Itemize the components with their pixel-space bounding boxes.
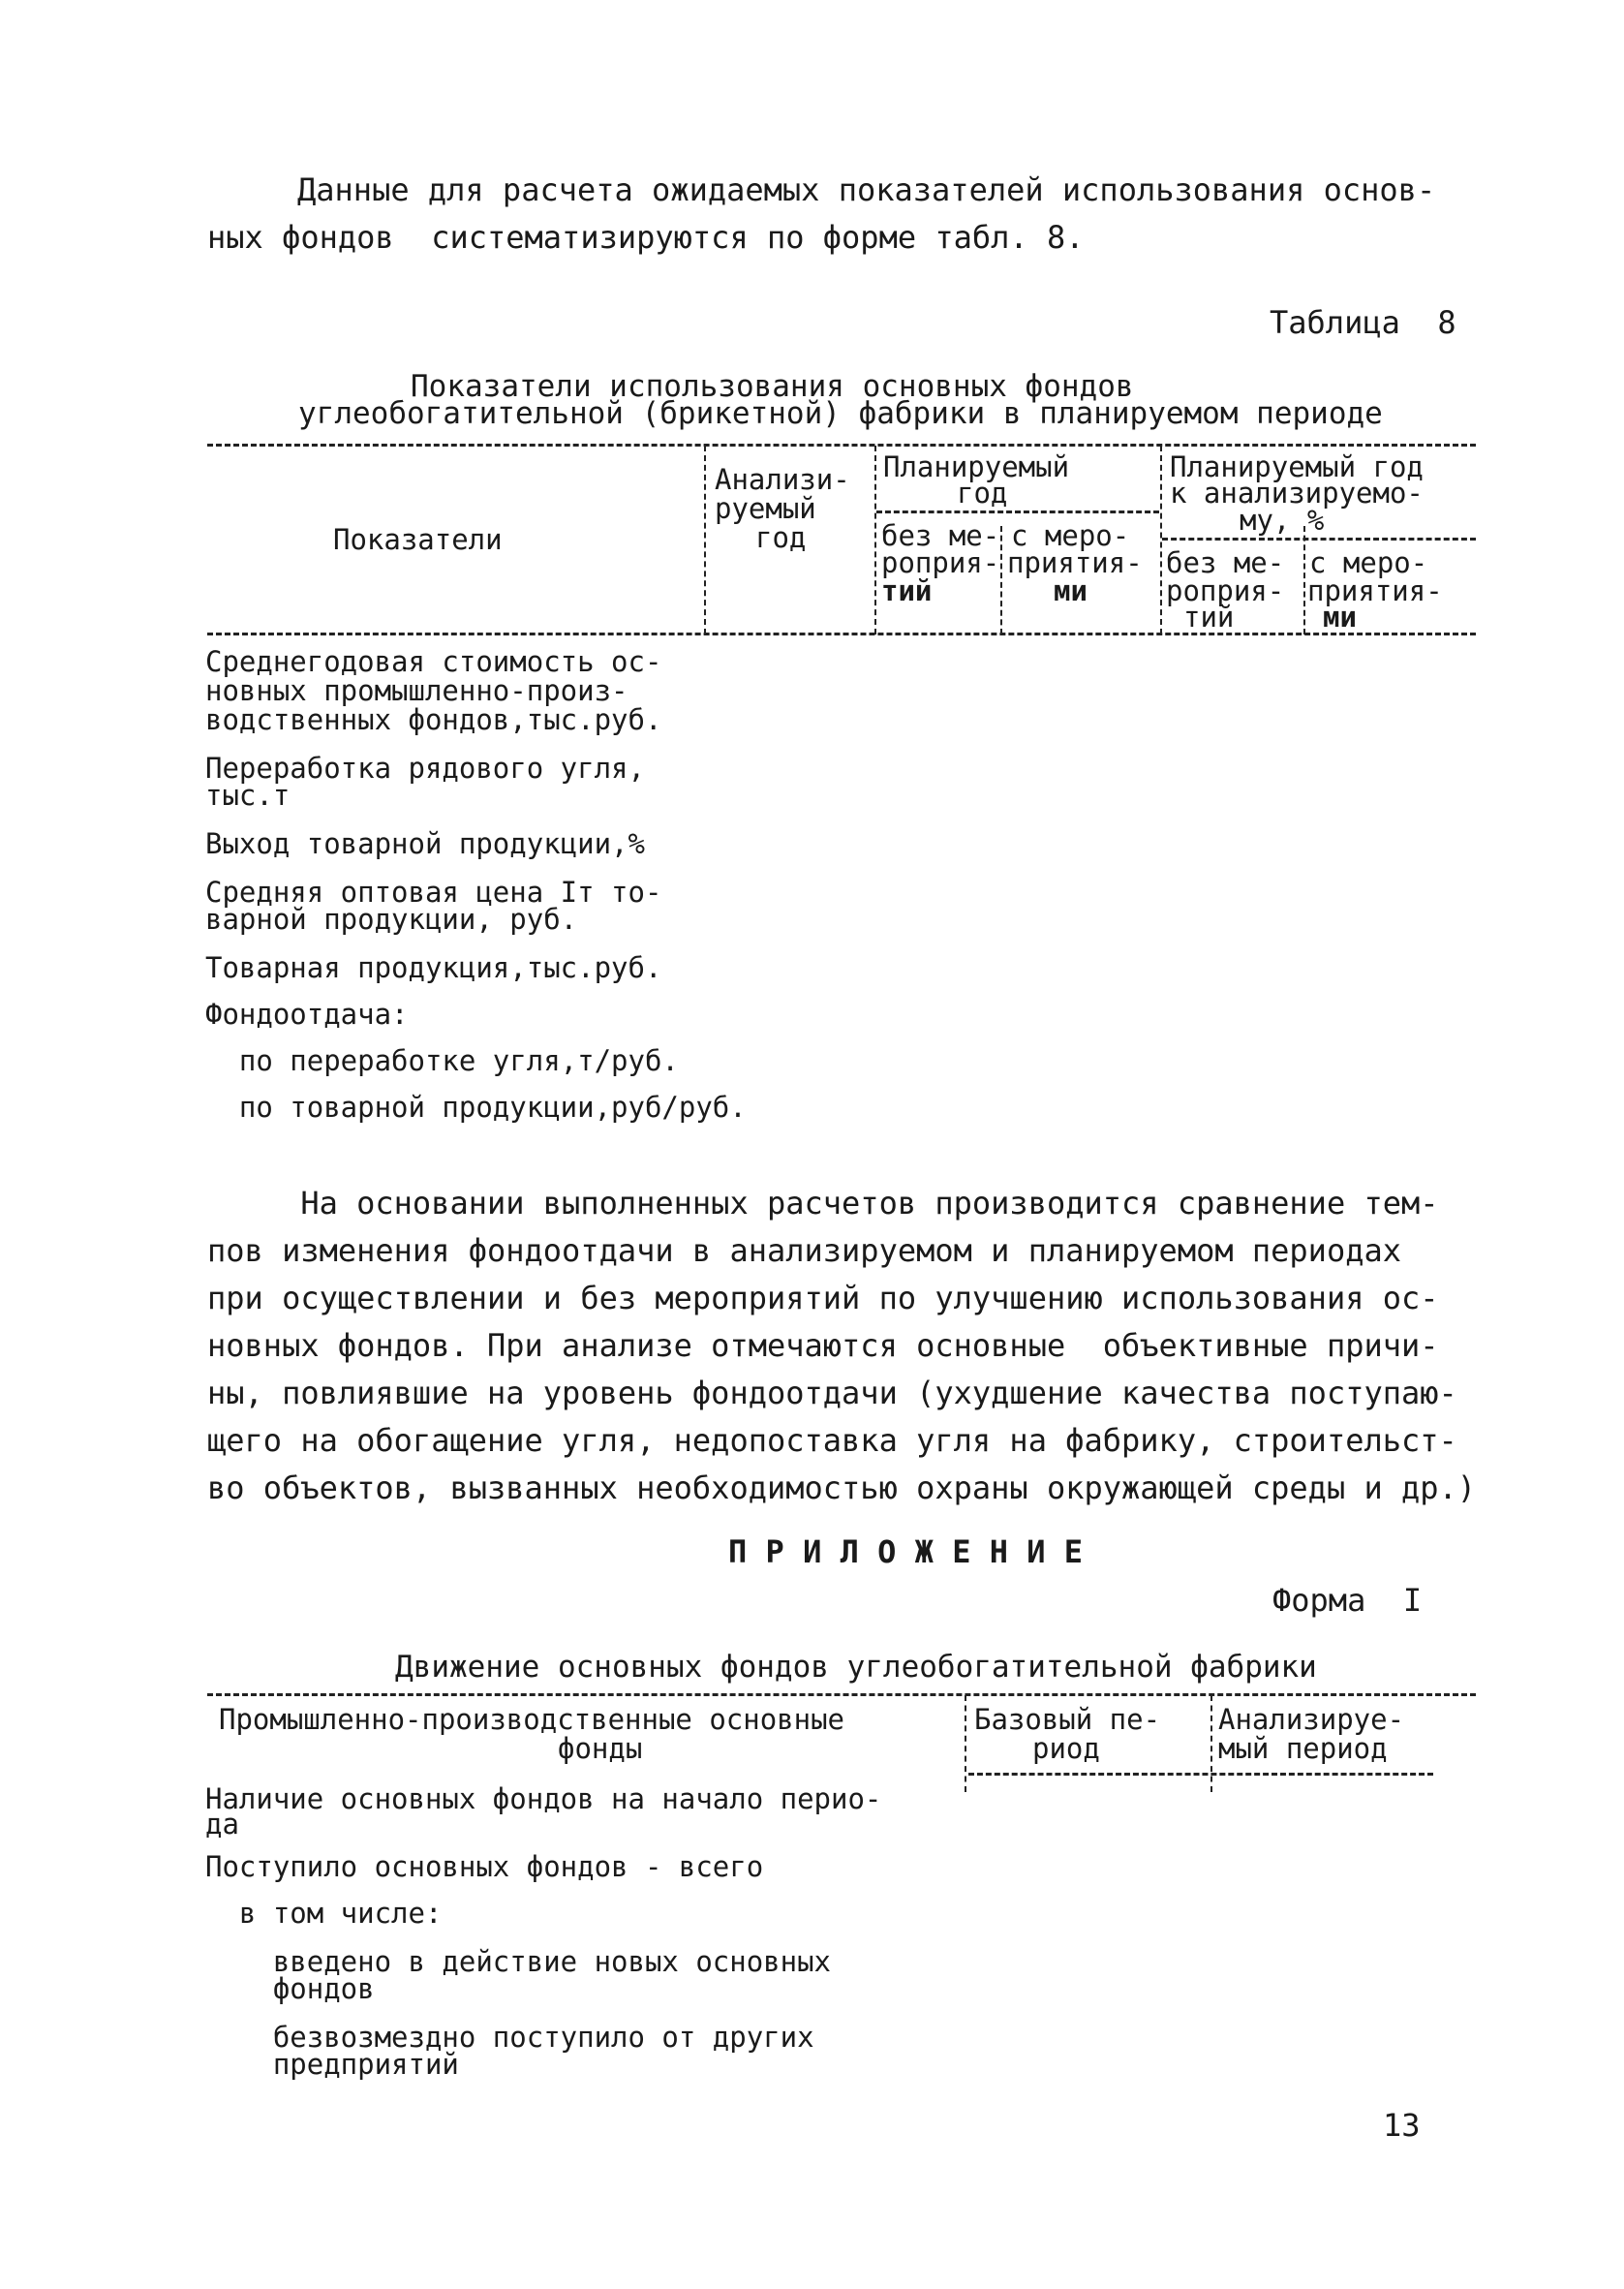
header-planned-with-1: с меро-	[1011, 519, 1130, 552]
col-divider	[1210, 1695, 1212, 1792]
col-divider	[1000, 526, 1002, 634]
form-header-base-1: Базовый пе-	[974, 1703, 1161, 1736]
appendix-heading: П Р И Л О Ж Е Н И Е	[728, 1533, 1084, 1570]
header-planned-with-3: ми	[1054, 574, 1088, 607]
header-indicators: Показатели	[333, 523, 503, 556]
body-line: во объектов, вызванных необходимостью охраны окружающей среды и др.)	[207, 1469, 1477, 1506]
table-title-line-1: Показатели использования основных фондов	[411, 369, 1134, 404]
col-divider	[704, 446, 706, 634]
header-planned-1: Планируемый	[883, 450, 1070, 483]
header-planned-without-2: роприя-	[881, 546, 1000, 579]
form-header-rule	[968, 1773, 1433, 1776]
header-planned-2: год	[957, 477, 1008, 510]
table-row-label: тыс.т	[205, 779, 291, 812]
header-ratio-with-1: с меро-	[1309, 546, 1428, 579]
table-header-rule	[207, 633, 1476, 635]
table-row-label: Фондоотдача:	[205, 998, 409, 1031]
table-row-label: Выход товарной продукции,%	[205, 827, 645, 860]
form-row-label: безвозмездно поступило от других	[205, 2021, 814, 2054]
header-planned-without-1: без ме-	[881, 519, 1000, 552]
appendix-title: Движение основных фондов углеобогатительной фабрики	[395, 1650, 1317, 1685]
col-divider	[965, 1695, 966, 1792]
form-row-label: Наличие основных фондов на начало перио-	[205, 1782, 882, 1815]
form-row-label: в том числе:	[205, 1897, 443, 1930]
body-line: На основании выполненных расчетов производится сравнение тем-	[207, 1185, 1439, 1222]
form-row-label: да	[205, 1808, 239, 1840]
col-divider	[1303, 526, 1305, 634]
intro-line-1: Данные для расчета ожидаемых показателей использования основ-	[297, 171, 1436, 208]
form-header-analyzed-2: мый период	[1218, 1732, 1388, 1765]
header-ratio-2: к анализируемо-	[1170, 477, 1424, 510]
table-row-label: водственных фондов,тыс.руб.	[205, 703, 662, 736]
table-row-label: варной продукции, руб.	[205, 903, 578, 936]
form-row-label: фондов	[205, 1972, 375, 2005]
header-ratio-with-3: ми	[1323, 601, 1357, 634]
header-ratio-without-1: без ме-	[1166, 546, 1285, 579]
body-line: пов изменения фондоотдачи в анализируемом и планируемом периодах	[207, 1232, 1401, 1269]
body-line: новных фондов. При анализе отмечаются основные объективные причи-	[207, 1327, 1439, 1364]
form-label: Форма I	[1272, 1582, 1423, 1619]
form-header-funds-1: Промышленно-производственные основные	[219, 1703, 845, 1736]
header-planned-with-2: приятия-	[1007, 546, 1143, 579]
form-header-analyzed-1: Анализируе-	[1218, 1703, 1405, 1736]
form-header-funds-2: фонды	[558, 1732, 643, 1765]
table-top-rule	[207, 444, 1476, 447]
table-label: Таблица 8	[1270, 304, 1456, 341]
header-planned-without-3: тий	[881, 574, 933, 607]
header-ratio-with-2: приятия-	[1307, 574, 1443, 607]
page-number: 13	[1383, 2107, 1421, 2144]
subheader-rule	[876, 510, 1159, 513]
intro-line-2: ных фондов систематизируются по форме табл. 8.	[207, 219, 1085, 256]
form-top-rule	[207, 1693, 1476, 1696]
body-line: при осуществлении и без мероприятий по улучшению использования ос-	[207, 1280, 1439, 1316]
table-row-label: Товарная продукция,тыс.руб.	[205, 951, 662, 984]
table-row-label: Средняя оптовая цена Iт то-	[205, 876, 662, 909]
header-analyzed-3: год	[755, 521, 807, 554]
header-ratio-3: му, %	[1240, 504, 1325, 537]
form-row-label: введено в действие новых основных	[205, 1945, 832, 1978]
body-line: ны, повлиявшие на уровень фондоотдачи (ухудшение качества поступаю-	[207, 1375, 1457, 1411]
form-header-base-2: риод	[1032, 1732, 1100, 1765]
header-analyzed-2: руемый	[715, 492, 816, 525]
header-ratio-without-3: тий	[1183, 601, 1235, 634]
table-title-line-2: углеобогатительной (брикетной) фабрики в планируемом периоде	[298, 396, 1383, 431]
header-ratio-without-2: роприя-	[1166, 574, 1285, 607]
table-row-label: Среднегодовая стоимость ос-	[205, 645, 662, 678]
table-row-label: по товарной продукции,руб/руб.	[205, 1091, 747, 1124]
table-row-label: по переработке угля,т/руб.	[205, 1044, 679, 1077]
form-row-label: предприятий	[205, 2048, 459, 2081]
header-analyzed-1: Анализи-	[715, 463, 850, 496]
col-divider	[874, 446, 876, 634]
table-row-label: новных промышленно-произ-	[205, 674, 628, 707]
header-ratio-1: Планируемый год	[1170, 450, 1424, 483]
form-row-label: Поступило основных фондов - всего	[205, 1850, 764, 1883]
table-row-label: Переработка рядового угля,	[205, 752, 645, 785]
body-line: щего на обогащение угля, недопоставка угля на фабрику, строительст-	[207, 1422, 1457, 1459]
subheader-rule	[1162, 538, 1476, 541]
